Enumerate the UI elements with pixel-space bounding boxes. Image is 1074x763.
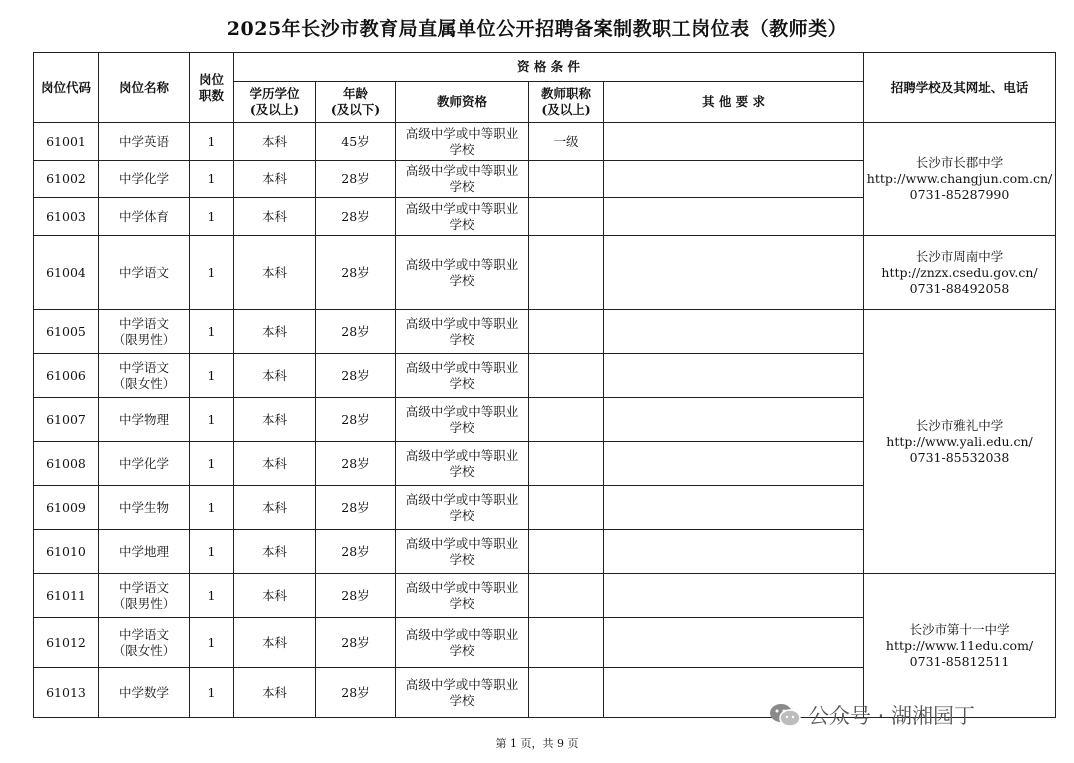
cell-education: 本科 [234,198,316,236]
cell-education: 本科 [234,668,316,718]
cell-age: 28岁 [316,198,396,236]
cell-count: 1 [190,198,234,236]
header-count: 岗位 职数 [190,53,234,123]
cell-qualification: 高级中学或中等职业 学校 [396,486,529,530]
cell-code: 61011 [34,574,99,618]
table-row [34,123,1056,161]
cell-other [604,574,864,618]
cell-title-rank [529,668,604,718]
page-title: 2025年长沙市教育局直属单位公开招聘备案制教职工岗位表（教师类） [226,18,848,40]
recruitment-table [33,52,1056,718]
cell-count: 1 [190,236,234,310]
table-body [34,123,1056,718]
cell-count: 1 [190,530,234,574]
cell-code: 61004 [34,236,99,310]
cell-code: 61002 [34,161,99,198]
header-conditions: 资 格 条 件 [234,53,864,82]
cell-name: 中学生物 [99,486,190,530]
header-code: 岗位代码 [34,53,99,123]
header-age: 年龄 (及以下) [316,82,396,123]
watermark [768,701,975,729]
cell-count: 1 [190,398,234,442]
cell-education: 本科 [234,236,316,310]
cell-age: 28岁 [316,668,396,718]
cell-name: 中学语文 （限男性） [99,574,190,618]
cell-title-rank [529,198,604,236]
cell-code: 61007 [34,398,99,442]
cell-qualification: 高级中学或中等职业 学校 [396,123,529,161]
cell-qualification: 高级中学或中等职业 学校 [396,198,529,236]
cell-count: 1 [190,486,234,530]
cell-age: 28岁 [316,530,396,574]
cell-title-rank [529,398,604,442]
cell-title-rank [529,486,604,530]
cell-qualification: 高级中学或中等职业 学校 [396,236,529,310]
cell-school: 长沙市第十一中学 http://www.11edu.com/ 0731-85812511 [864,574,1056,718]
cell-qualification: 高级中学或中等职业 学校 [396,398,529,442]
cell-code: 61009 [34,486,99,530]
cell-code: 61008 [34,442,99,486]
header-qualification: 教师资格 [396,82,529,123]
cell-code: 61010 [34,530,99,574]
cell-other [604,486,864,530]
cell-title-rank [529,236,604,310]
cell-title-rank [529,530,604,574]
cell-title-rank [529,574,604,618]
header-name: 岗位名称 [99,53,190,123]
cell-other [604,442,864,486]
cell-name: 中学体育 [99,198,190,236]
cell-school: 长沙市周南中学 http://znzx.csedu.gov.cn/ 0731-88492058 [864,236,1056,310]
cell-age: 28岁 [316,574,396,618]
cell-count: 1 [190,668,234,718]
table-row [34,236,1056,310]
cell-count: 1 [190,354,234,398]
cell-qualification: 高级中学或中等职业 学校 [396,442,529,486]
cell-education: 本科 [234,123,316,161]
cell-count: 1 [190,123,234,161]
wechat-icon [768,702,802,728]
cell-count: 1 [190,618,234,668]
cell-name: 中学语文 （限女性） [99,354,190,398]
cell-other [604,618,864,668]
cell-age: 28岁 [316,618,396,668]
cell-qualification: 高级中学或中等职业 学校 [396,161,529,198]
cell-education: 本科 [234,530,316,574]
cell-name: 中学化学 [99,442,190,486]
cell-age: 28岁 [316,161,396,198]
page-footer: 第 1 页，共 9 页 [495,737,579,750]
cell-qualification: 高级中学或中等职业 学校 [396,668,529,718]
cell-school: 长沙市长郡中学 http://www.changjun.com.cn/ 0731-85287990 [864,123,1056,236]
cell-qualification: 高级中学或中等职业 学校 [396,310,529,354]
cell-name: 中学数学 [99,668,190,718]
cell-count: 1 [190,574,234,618]
cell-other [604,354,864,398]
cell-count: 1 [190,442,234,486]
cell-education: 本科 [234,310,316,354]
table-row [34,574,1056,618]
cell-code: 61013 [34,668,99,718]
cell-qualification: 高级中学或中等职业 学校 [396,574,529,618]
cell-other [604,198,864,236]
cell-age: 28岁 [316,486,396,530]
cell-other [604,398,864,442]
cell-education: 本科 [234,442,316,486]
cell-qualification: 高级中学或中等职业 学校 [396,618,529,668]
cell-education: 本科 [234,486,316,530]
cell-code: 61012 [34,618,99,668]
cell-qualification: 高级中学或中等职业 学校 [396,354,529,398]
cell-title-rank [529,618,604,668]
cell-code: 61005 [34,310,99,354]
cell-age: 28岁 [316,398,396,442]
cell-name: 中学英语 [99,123,190,161]
cell-other [604,161,864,198]
cell-name: 中学语文 （限女性） [99,618,190,668]
table-row [34,310,1056,354]
cell-title-rank [529,161,604,198]
cell-education: 本科 [234,618,316,668]
cell-other [604,123,864,161]
cell-count: 1 [190,310,234,354]
cell-title-rank: 一级 [529,123,604,161]
cell-name: 中学语文 [99,236,190,310]
cell-education: 本科 [234,354,316,398]
watermark-text: 公众号 · 湖湘园丁 [808,704,976,728]
cell-name: 中学地理 [99,530,190,574]
cell-age: 28岁 [316,236,396,310]
cell-age: 28岁 [316,442,396,486]
header-school: 招聘学校及其网址、电话 [864,53,1056,123]
header-other: 其 他 要 求 [604,82,864,123]
cell-school: 长沙市雅礼中学 http://www.yali.edu.cn/ 0731-85532038 [864,310,1056,574]
cell-title-rank [529,442,604,486]
cell-title-rank [529,354,604,398]
cell-education: 本科 [234,574,316,618]
cell-age: 28岁 [316,354,396,398]
cell-other [604,236,864,310]
cell-education: 本科 [234,398,316,442]
cell-qualification: 高级中学或中等职业 学校 [396,530,529,574]
header-education: 学历学位 (及以上) [234,82,316,123]
cell-title-rank [529,310,604,354]
cell-other [604,530,864,574]
cell-other [604,310,864,354]
cell-name: 中学物理 [99,398,190,442]
cell-code: 61003 [34,198,99,236]
cell-education: 本科 [234,161,316,198]
cell-age: 45岁 [316,123,396,161]
cell-code: 61001 [34,123,99,161]
cell-code: 61006 [34,354,99,398]
cell-name: 中学化学 [99,161,190,198]
cell-name: 中学语文 （限男性） [99,310,190,354]
cell-age: 28岁 [316,310,396,354]
header-title-rank: 教师职称 (及以上) [529,82,604,123]
cell-count: 1 [190,161,234,198]
